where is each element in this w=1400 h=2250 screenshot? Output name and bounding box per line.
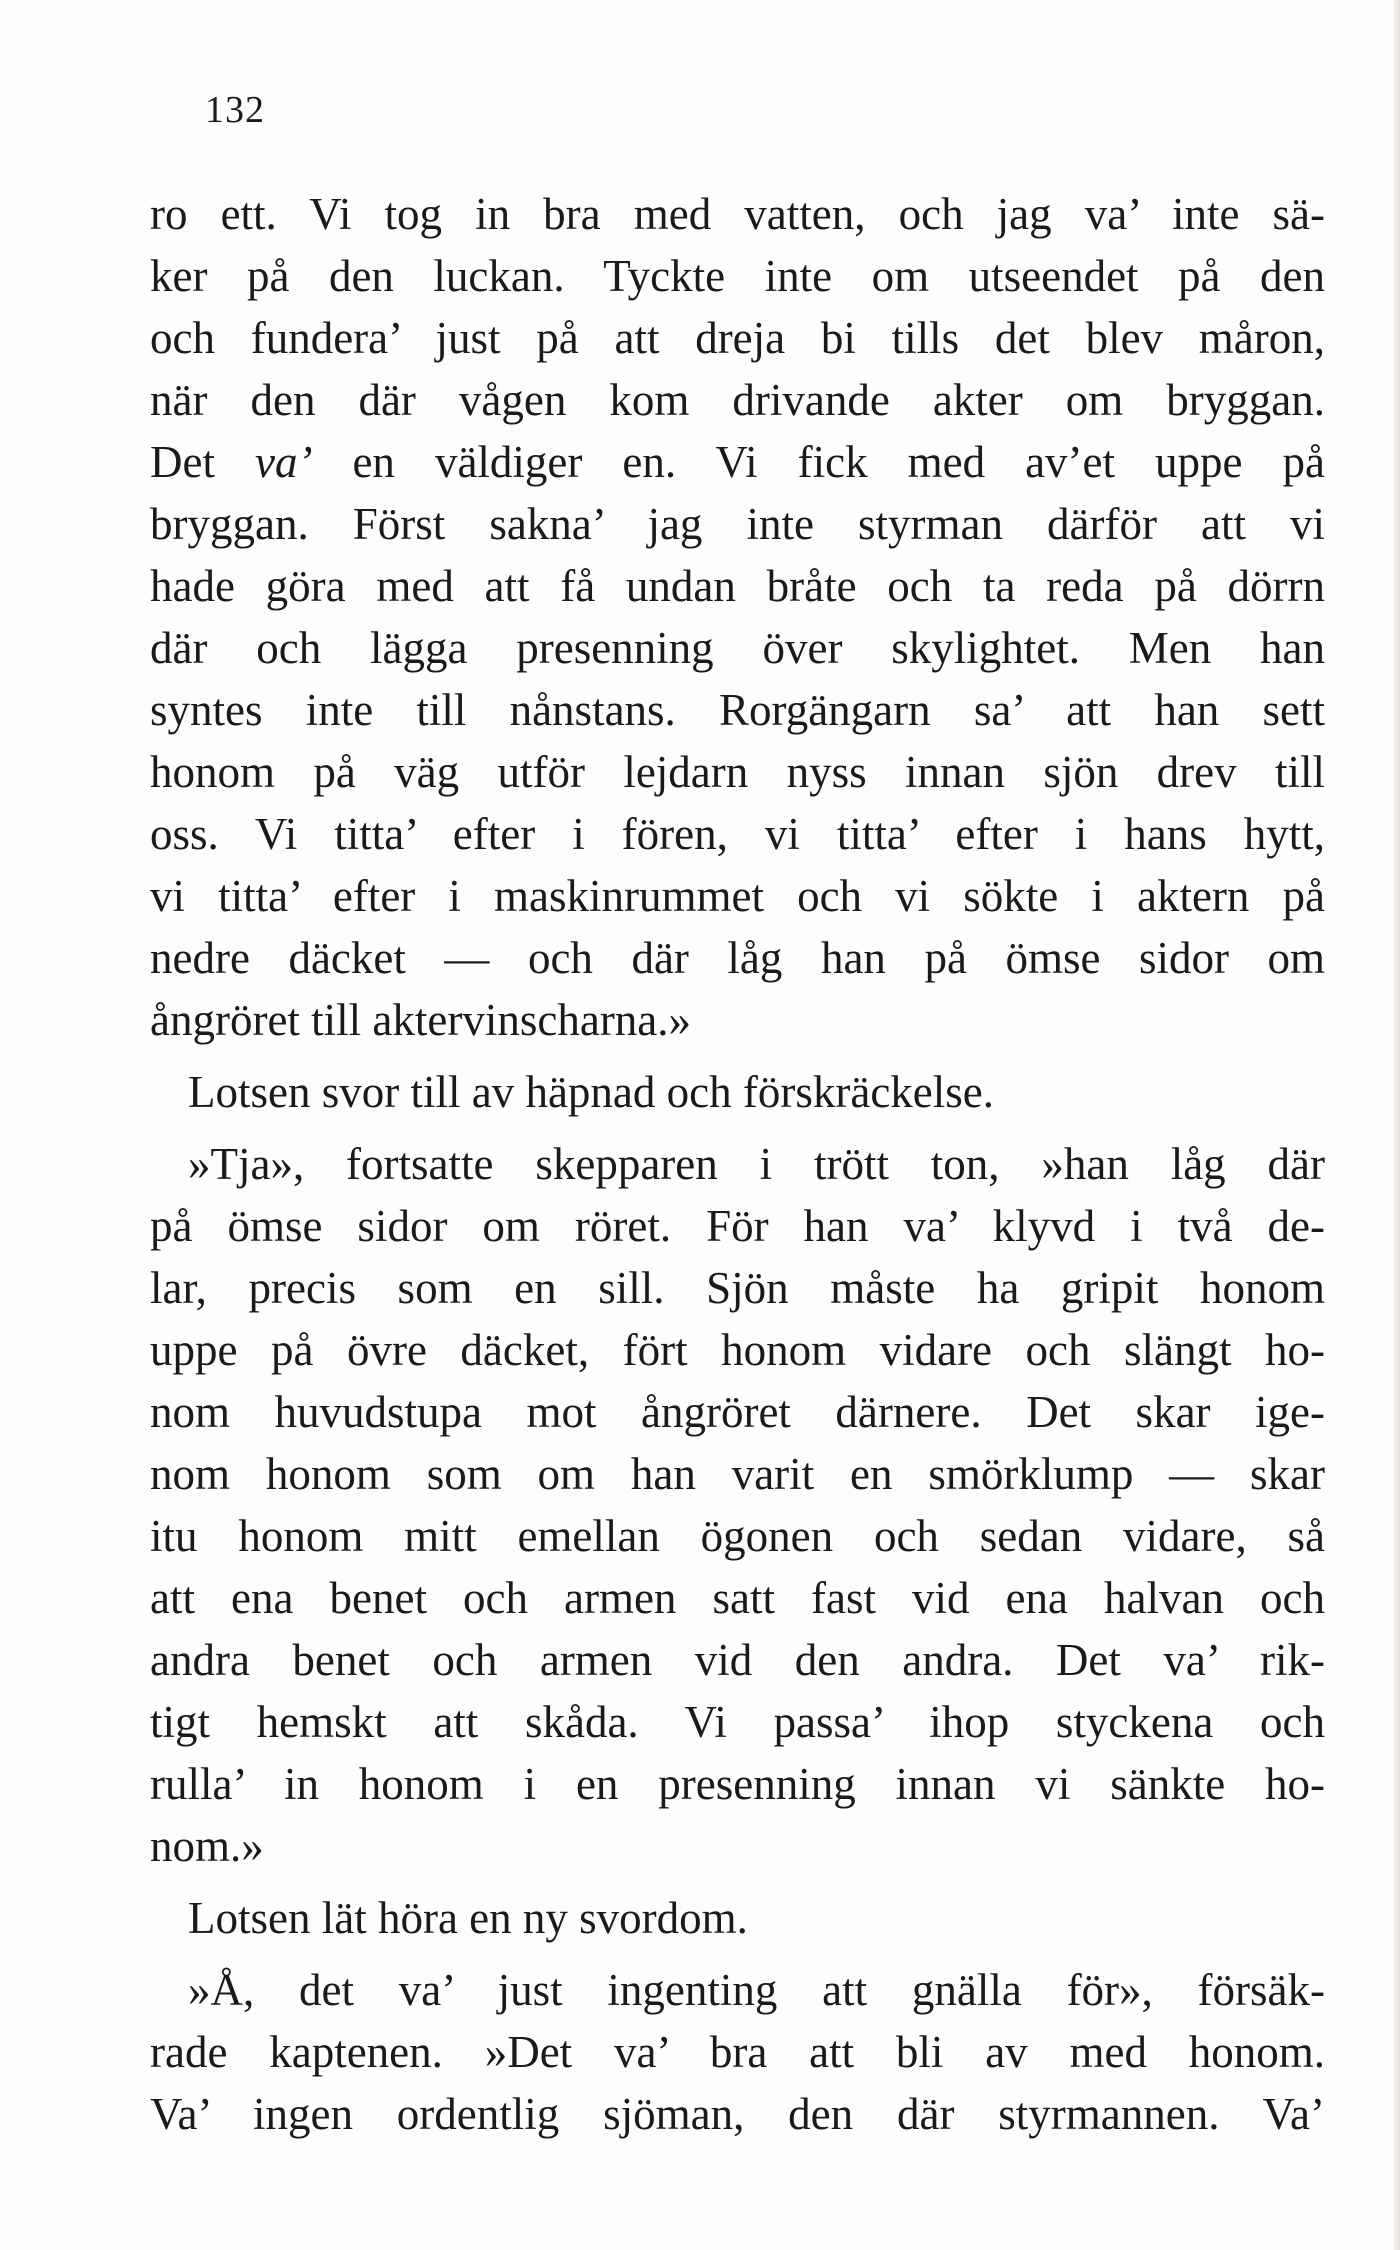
text-line: tigt hemskt att skåda. Vi passa’ ihop styckena och: [150, 1697, 1325, 1747]
text-line: syntes inte till nånstans. Rorgängarn sa’ att han sett: [150, 685, 1325, 735]
paragraph-p4: [150, 1887, 1325, 1949]
text-line: nom huvudstupa mot ångröret därnere. Det skar ige-: [150, 1387, 1325, 1437]
page-number: 132: [205, 89, 265, 131]
text-line: rulla’ in honom i en presenning innan vi sänkte ho-: [150, 1759, 1325, 1809]
text-line: Lotsen lät höra en ny svordom.: [188, 1893, 748, 1943]
text-line: lar, precis som en sill. Sjön måste ha gripit honom: [150, 1263, 1325, 1313]
paragraph-gap: [150, 1877, 1325, 1887]
text-line: bryggan. Först sakna’ jag inte styrman därför att vi: [150, 499, 1325, 549]
paragraph-gap: [150, 1051, 1325, 1061]
text-line: nom honom som om han varit en smörklump — skar: [150, 1449, 1325, 1499]
text-line: oss. Vi titta’ efter i fören, vi titta’ efter i hans hytt,: [150, 809, 1325, 859]
text-line: itu honom mitt emellan ögonen och sedan vidare, så: [150, 1511, 1325, 1561]
text-line: ångröret till aktervinscharna.»: [150, 995, 692, 1045]
text-line: Lotsen svor till av häpnad och förskräckelse.: [188, 1067, 995, 1117]
text-line: ro ett. Vi tog in bra med vatten, och jag va’ inte sä-: [150, 189, 1325, 239]
text-line: vi titta’ efter i maskinrummet och vi sökte i aktern på: [150, 871, 1325, 921]
text-line: hade göra med att få undan bråte och ta reda på dörrn: [150, 561, 1325, 611]
text-line: »Å, det va’ just ingenting att gnälla för», försäk-: [188, 1965, 1325, 2015]
text-line: på ömse sidor om röret. För han va’ klyvd i två de-: [150, 1201, 1325, 1251]
text-line: Va’ ingen ordentlig sjöman, den där styrmannen. Va’: [150, 2089, 1325, 2139]
page-edge: [1394, 0, 1400, 2250]
text-line: andra benet och armen vid den andra. Det va’ rik-: [150, 1635, 1325, 1685]
text-line: nom.»: [150, 1821, 264, 1871]
text-line: honom på väg utför lejdarn nyss innan sjön drev till: [150, 747, 1325, 797]
paragraph-p3: [150, 1133, 1325, 1877]
paragraph-p1: [150, 183, 1325, 1051]
paragraph-p5: [150, 1959, 1325, 2145]
paragraph-gap: [150, 1123, 1325, 1133]
text-line: och fundera’ just på att dreja bi tills det blev måron,: [150, 313, 1325, 363]
text-line: ker på den luckan. Tyckte inte om utseendet på den: [150, 251, 1325, 301]
text-line: nedre däcket — och där låg han på ömse sidor om: [150, 933, 1325, 983]
paragraph-p2: [150, 1061, 1325, 1123]
text-line: uppe på övre däcket, fört honom vidare och slängt ho-: [150, 1325, 1325, 1375]
paragraph-gap: [150, 1949, 1325, 1959]
text-line: rade kaptenen. »Det va’ bra att bli av med honom.: [150, 2027, 1325, 2077]
text-line: där och lägga presenning över skylightet. Men han: [150, 623, 1325, 673]
text-line: när den där vågen kom drivande akter om bryggan.: [150, 375, 1325, 425]
body-text: [150, 183, 1325, 2145]
text-line: »Tja», fortsatte skepparen i trött ton, »han låg där: [188, 1139, 1325, 1189]
text-line: att ena benet och armen satt fast vid ena halvan och: [150, 1573, 1325, 1623]
text-line: Det va’ en väldiger en. Vi fick med av’et uppe på: [150, 437, 1325, 487]
